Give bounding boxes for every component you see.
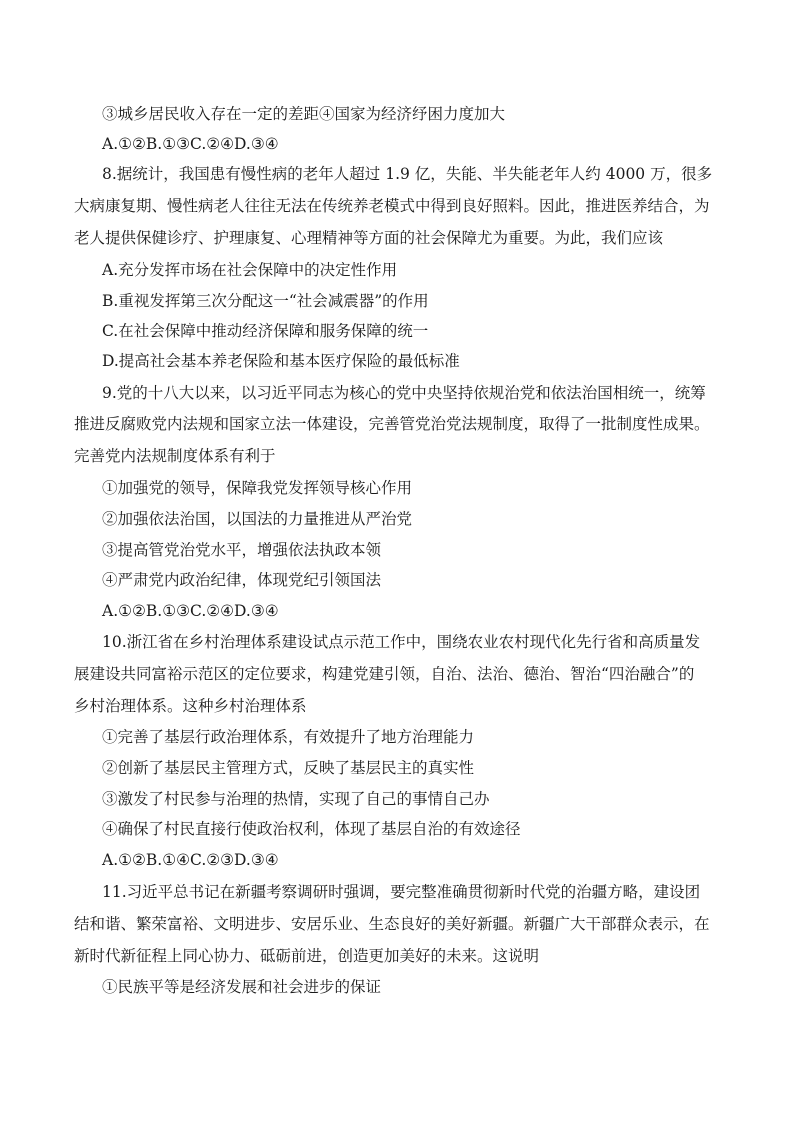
q10-stem-line-3: 乡村治理体系。这种乡村治理体系 — [74, 697, 307, 715]
q7-option-line: ③城乡居民收入存在一定的差距④国家为经济纾困力度加大 — [102, 105, 506, 123]
q8-option-c: C.在社会保障中推动经济保障和服务保障的统一 — [102, 322, 429, 340]
q10-item-4: ④确保了村民直接行使政治权利，体现了基层自治的有效途径 — [102, 820, 521, 838]
q11-stem-line-2: 结和谐、繁荣富裕、文明进步、安居乐业、生态良好的美好新疆。新疆广大干部群众表示，在 — [74, 915, 710, 933]
q9-item-1: ①加强党的领导，保障我党发挥领导核心作用 — [102, 479, 413, 497]
q9-item-3: ③提高管党治党水平，增强依法执政本领 — [102, 541, 382, 559]
q11-stem-line-3: 新时代新征程上同心协力、砥砺前进，创造更加美好的未来。这说明 — [74, 947, 540, 965]
q9-item-4: ④严肃党内政治纪律，体现党纪引领国法 — [102, 571, 382, 589]
q10-item-2: ②创新了基层民主管理方式，反映了基层民主的真实性 — [102, 759, 475, 777]
q9-stem-line-1: 9.党的十八大以来，以习近平同志为核心的党中央坚持依规治党和依法治国相统一，统筹 — [102, 384, 706, 402]
q8-stem-line-3: 老人提供保健诊疗、护理康复、心理精神等方面的社会保障尤为重要。为此，我们应该 — [74, 229, 664, 247]
q11-item-1: ①民族平等是经济发展和社会进步的保证 — [102, 978, 382, 996]
q9-stem-line-3: 完善党内法规制度体系有利于 — [74, 447, 276, 465]
q10-item-1: ①完善了基层行政治理体系，有效提升了地方治理能力 — [102, 728, 475, 746]
q10-stem-line-2: 展建设共同富裕示范区的定位要求，构建党建引领，自治、法治、德治、智治“四治融合”的 — [74, 665, 695, 683]
q8-option-a: A.充分发挥市场在社会保障中的决定性作用 — [102, 261, 398, 279]
q8-option-d: D.提高社会基本养老保险和基本医疗保险的最低标准 — [102, 352, 460, 370]
q7-choices: A.①②B.①③C.②④D.③④ — [102, 135, 279, 153]
q10-item-3: ③激发了村民参与治理的热情，实现了自己的事情自己办 — [102, 790, 490, 808]
q10-stem-line-1: 10.浙江省在乡村治理体系建设试点示范工作中，围绕农业农村现代化先行省和高质量发 — [102, 633, 701, 651]
q10-choices: A.①②B.①④C.②③D.③④ — [102, 851, 279, 869]
q9-item-2: ②加强依法治国，以国法的力量推进从严治党 — [102, 510, 413, 528]
q11-stem-line-1: 11.习近平总书记在新疆考察调研时强调，要完整准确贯彻新时代党的治疆方略，建设团 — [102, 883, 701, 901]
q8-stem-line-2: 大病康复期、慢性病老人往往无法在传统养老模式中得到良好照料。因此，推进医养结合，为 — [74, 197, 710, 215]
q8-option-b: B.重视发挥第三次分配这一“社会减震器”的作用 — [102, 292, 429, 310]
q8-stem-line-1: 8.据统计，我国患有慢性病的老年人超过 1.9 亿，失能、半失能老年人约 4000 万，很多 — [102, 165, 713, 183]
q9-choices: A.①②B.①③C.②④D.③④ — [102, 602, 279, 620]
q9-stem-line-2: 推进反腐败党内法规和国家立法一体建设，完善管党治党法规制度，取得了一批制度性成果。 — [74, 415, 710, 433]
